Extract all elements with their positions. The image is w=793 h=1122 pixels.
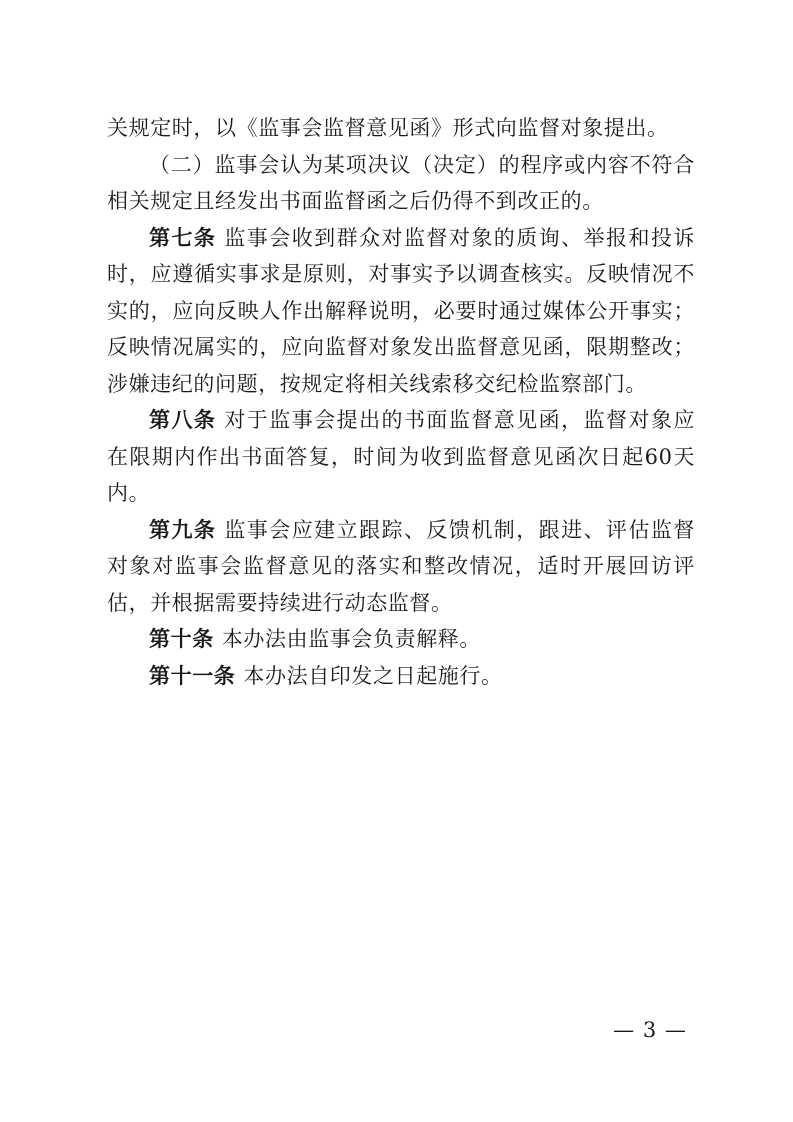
article-text: 监事会应建立跟踪、反馈机制，跟进、评估监督对象对监事会监督意见的落实和整改情况，适时开展回访评估，并根据需要持续进行动态监督。 xyxy=(107,517,695,615)
article-title: 第十一条 xyxy=(149,663,236,688)
article-text: 对于监事会提出的书面监督意见函，监督对象应在限期内作出书面答复，时间为收到监督意见函次日起60天内。 xyxy=(107,408,695,505)
document-body xyxy=(107,110,695,694)
article-title: 第十条 xyxy=(149,627,214,651)
article-10 xyxy=(107,621,695,658)
article-11 xyxy=(107,658,695,695)
paragraph-continuation xyxy=(107,110,695,147)
article-title: 第八条 xyxy=(149,408,217,432)
article-8 xyxy=(107,402,695,512)
paragraph-clause-2 xyxy=(107,147,695,220)
article-title: 第九条 xyxy=(149,517,217,542)
article-text: 监事会收到群众对监督对象的质询、举报和投诉时，应遵循实事求是原则，对事实予以调查核实。反映情况不实的，应向反映人作出解释说明，必要时通过媒体公开事实；反映情况属实的，应向监督对象发出监督意见函，限期整改；涉嫌违纪的问题，按规定将相关线索移交纪检监察部门。 xyxy=(107,225,695,396)
article-7 xyxy=(107,220,695,403)
article-title: 第七条 xyxy=(149,225,217,250)
page-number: — 3 — xyxy=(613,1018,687,1042)
paragraph-text: 关规定时，以《监事会监督意见函》形式向监督对象提出。 xyxy=(107,116,669,140)
article-text: 本办法由监事会负责解释。 xyxy=(221,627,482,651)
article-text: 本办法自印发之日起施行。 xyxy=(243,663,503,688)
paragraph-text: （二）监事会认为某项决议（决定）的程序或内容不符合相关规定且经发出书面监督函之后仍得不到改正的。 xyxy=(107,152,695,213)
article-9 xyxy=(107,512,695,622)
